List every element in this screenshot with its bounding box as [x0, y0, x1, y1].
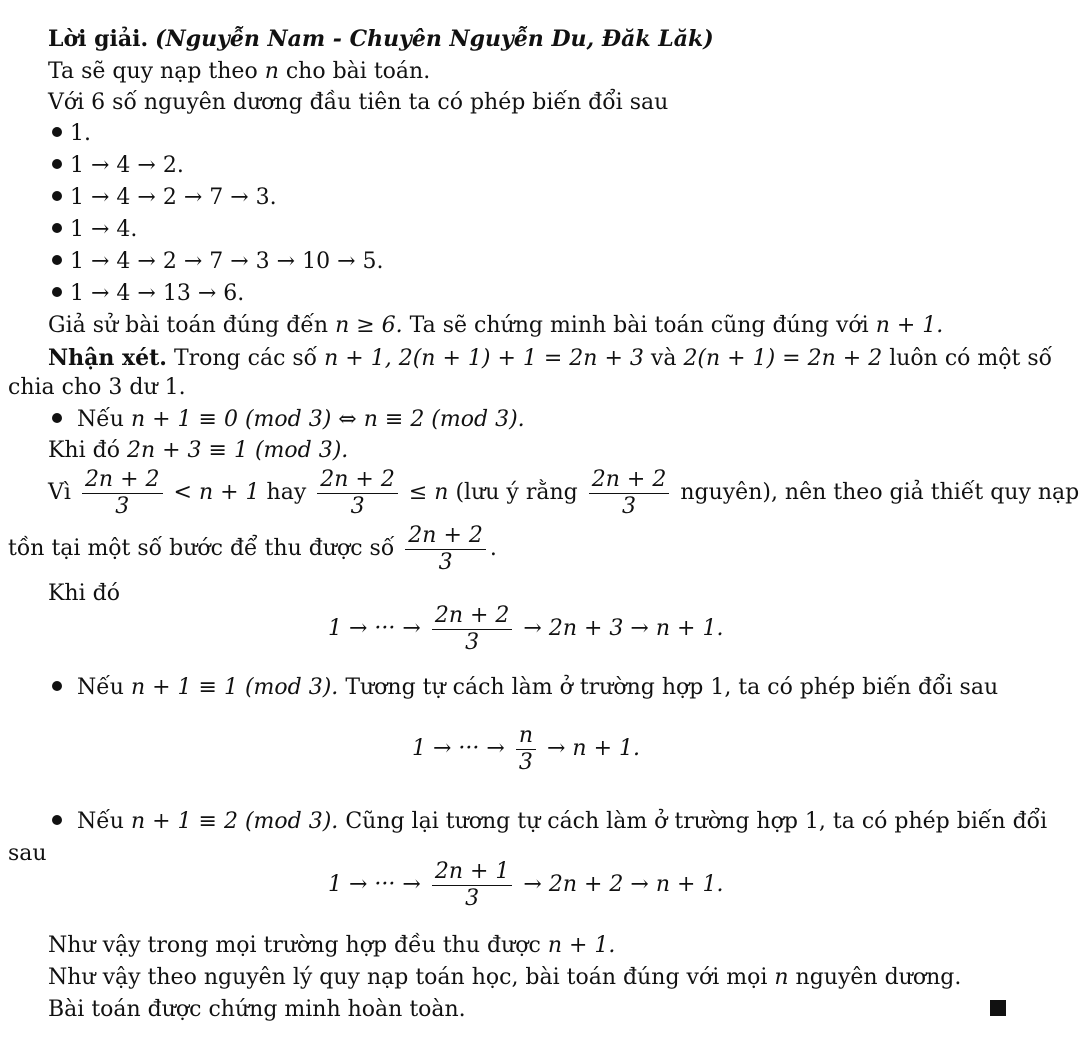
text: Như vậy trong mọi trường hợp đều thu được: [48, 933, 541, 958]
conclusion-line-1: [48, 932, 615, 960]
case-3-line-2: sau: [8, 841, 47, 866]
fraction-denominator: 3: [438, 549, 453, 575]
author-credit: (Nguyễn Nam - Chuyên Nguyễn Du, Đăk Lăk): [155, 26, 714, 52]
math: 1 → ··· →: [328, 872, 421, 897]
list-item: [52, 184, 277, 212]
text: (lưu ý rằng: [455, 480, 578, 505]
case-1-because: [48, 466, 1079, 520]
math: n + 1 ≡ 2 (mod 3).: [130, 809, 339, 834]
math: 2n + 3 ≡ 1 (mod 3).: [126, 438, 349, 463]
fraction-numerator: 2n + 2: [589, 467, 670, 494]
text: nguyên dương.: [795, 965, 962, 990]
fraction-denominator: 3: [465, 629, 480, 655]
bullet-icon: [52, 681, 62, 691]
bullet-icon: [52, 413, 62, 423]
text: Trong các số: [173, 346, 318, 371]
chain-text: 1 → 4 → 2 → 7 → 3 → 10 → 5.: [70, 249, 384, 274]
solution-heading: [48, 25, 714, 54]
fraction-denominator: 3: [350, 493, 365, 519]
math: → 2n + 2 → n + 1.: [523, 872, 724, 897]
math: 1 → ··· →: [412, 736, 505, 761]
bullet-icon: [52, 255, 62, 265]
chain-text: 1 → 4.: [70, 217, 138, 242]
fraction: [317, 467, 398, 520]
case-1: [52, 406, 525, 434]
math: ≤ n: [408, 480, 449, 505]
text: Ta sẽ chứng minh bài toán cũng đúng với: [409, 313, 869, 338]
text: Giả sử bài toán đúng đến: [48, 313, 329, 338]
text: Cũng lại tương tự cách làm ở trường hợp 1, ta có phép biến đổi: [345, 809, 1048, 834]
case-3: [52, 808, 1047, 836]
fraction-denominator: 3: [115, 493, 130, 519]
math: n + 1.: [547, 933, 616, 958]
math: < n + 1: [173, 480, 260, 505]
list-item: [52, 152, 184, 180]
math: n + 1.: [875, 313, 944, 338]
fraction: [432, 603, 513, 656]
text: cho bài toán.: [285, 59, 431, 84]
fraction-numerator: 2n + 2: [317, 467, 398, 494]
fraction-numerator: 2n + 2: [82, 467, 163, 494]
fraction: [432, 859, 513, 912]
fraction-numerator: 2n + 2: [432, 603, 513, 630]
chain-text: 1 → 4 → 2 → 7 → 3.: [70, 185, 277, 210]
text: Vì: [48, 480, 71, 505]
chain-text: 1 → 4 → 2.: [70, 153, 184, 178]
text: tồn tại một số bước để thu được số: [8, 536, 395, 561]
remark-line: [48, 344, 1052, 373]
qed-square-icon: [990, 1000, 1006, 1016]
fraction-numerator: 2n + 2: [405, 523, 486, 550]
case-1-then: [48, 437, 348, 465]
math: n + 1, 2(n + 1) + 1 = 2n + 3: [324, 346, 644, 371]
solution-label: Lời giải.: [48, 26, 149, 52]
bullet-icon: [52, 223, 62, 233]
fraction-denominator: 3: [465, 885, 480, 911]
hypothesis-line: [48, 312, 943, 340]
math: → 2n + 3 → n + 1.: [523, 616, 724, 641]
math-var: n: [774, 965, 789, 990]
khi-do: Khi đó: [48, 581, 120, 606]
math: n ≥ 6.: [335, 313, 403, 338]
bullet-icon: [52, 191, 62, 201]
fraction: [589, 467, 670, 520]
chain-text: 1.: [70, 121, 91, 146]
bullet-icon: [52, 127, 62, 137]
conclusion-line-3: Bài toán được chứng minh hoàn toàn.: [48, 997, 466, 1022]
remark-label: Nhận xét.: [48, 345, 167, 371]
text: Nếu: [77, 809, 124, 834]
text: hay: [266, 480, 307, 505]
text: và: [650, 346, 677, 371]
text: Ta sẽ quy nạp theo: [48, 59, 258, 84]
list-item: [52, 280, 244, 308]
math: → n + 1.: [547, 736, 641, 761]
display-equation-3: [328, 858, 723, 912]
fraction: [82, 467, 163, 520]
text: Tương tự cách làm ở trường hợp 1, ta có phép biến đổi sau: [345, 675, 999, 700]
case-2: [52, 674, 998, 702]
list-item: [52, 120, 91, 148]
intro-line-1: [48, 58, 430, 86]
text: Nếu: [77, 407, 124, 432]
bullet-icon: [52, 815, 62, 825]
math: n + 1 ≡ 1 (mod 3).: [130, 675, 339, 700]
bullet-icon: [52, 159, 62, 169]
text: nguyên), nên theo giả thiết quy nạp: [680, 480, 1080, 505]
text: Như vậy theo nguyên lý quy nạp toán học, bài toán đúng với mọi: [48, 965, 768, 990]
math: n + 1 ≡ 0 (mod 3) ⇔ n ≡ 2 (mod 3).: [130, 407, 525, 432]
math: 2(n + 1) = 2n + 2: [683, 346, 883, 371]
list-item: [52, 248, 384, 276]
fraction-denominator: 3: [518, 749, 533, 775]
fraction: [516, 723, 536, 776]
fraction-numerator: n: [516, 723, 536, 750]
fraction-numerator: 2n + 1: [432, 859, 513, 886]
text: Khi đó: [48, 438, 120, 463]
case-1-line-2: [8, 522, 497, 576]
text: .: [489, 536, 497, 561]
text: Nếu: [77, 675, 124, 700]
intro-line-2: Với 6 số nguyên dương đầu tiên ta có phép biến đổi sau: [48, 90, 669, 115]
fraction-denominator: 3: [622, 493, 637, 519]
display-equation-2: [412, 722, 640, 776]
fraction: [405, 523, 486, 576]
text: luôn có một số: [889, 346, 1053, 371]
remark-line-2: chia cho 3 dư 1.: [8, 375, 186, 400]
display-equation-1: [328, 602, 723, 656]
math-var: n: [264, 59, 279, 84]
list-item: [52, 216, 137, 244]
bullet-icon: [52, 287, 62, 297]
math: 1 → ··· →: [328, 616, 421, 641]
conclusion-line-2: [48, 964, 961, 992]
chain-text: 1 → 4 → 13 → 6.: [70, 281, 245, 306]
